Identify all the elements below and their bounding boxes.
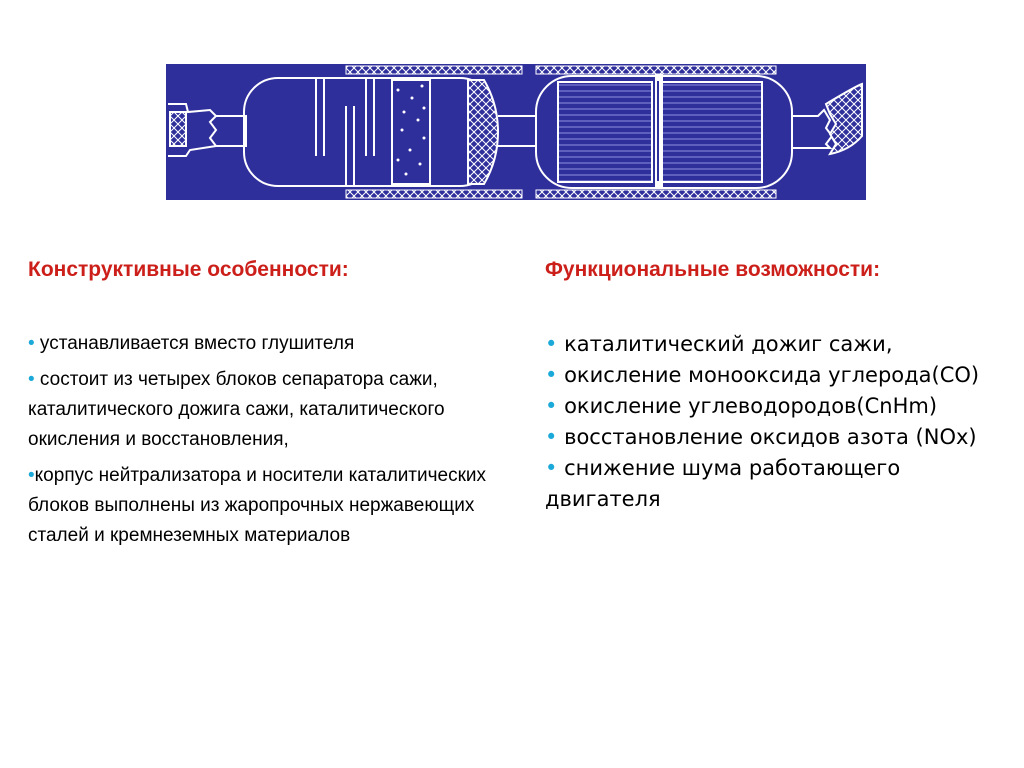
bullet-icon: •: [28, 465, 35, 486]
list-item: [545, 360, 995, 391]
bullet-icon: •: [545, 394, 558, 418]
bullet-icon: •: [545, 456, 558, 480]
list-item: [545, 391, 995, 422]
list-item: [28, 461, 498, 551]
bullet-icon: •: [545, 363, 558, 387]
bullet-icon: •: [545, 332, 558, 356]
design-features-column: [28, 256, 498, 557]
converter-schematic: [166, 64, 866, 200]
design-features-list: [28, 329, 498, 551]
second-housing: [536, 74, 792, 188]
bullet-icon: •: [28, 333, 35, 354]
list-item-text: устанавливается вместо глушителя: [34, 333, 355, 354]
shell-top-1: [346, 66, 522, 74]
list-item: [28, 365, 498, 455]
functional-capabilities-list: [545, 329, 995, 515]
functional-capabilities-heading: Функциональные возможности:: [545, 258, 881, 281]
shell-bottom-2: [536, 190, 776, 198]
shell-bottom-1: [346, 190, 522, 198]
functional-capabilities-column: [545, 256, 995, 515]
list-item-text: снижение шума работающего двигателя: [545, 456, 901, 511]
list-item: [545, 329, 995, 360]
list-item-text: каталитический дожиг сажи,: [557, 332, 893, 356]
bullet-icon: •: [545, 425, 558, 449]
list-item-text: восстановление оксидов азота (NOx): [557, 425, 977, 449]
design-features-heading: Конструктивные особенности:: [28, 258, 349, 281]
list-item-text: корпус нейтрализатора и носители каталитических блоков выполнены из жаропрочных нержавеющих сталей и кремнеземных материалов: [28, 465, 487, 546]
list-item: [545, 453, 995, 515]
list-item: [28, 329, 498, 359]
list-item: [545, 422, 995, 453]
list-item-text: состоит из четырех блоков сепаратора сажи, каталитического дожига сажи, каталитического окисления и восстановления,: [28, 369, 445, 450]
bullet-icon: •: [28, 369, 35, 390]
shell-top-2: [536, 66, 776, 74]
catalytic-converter-diagram: [166, 64, 866, 200]
list-item-text: окисление углеводородов(CnHm): [557, 394, 938, 418]
list-item-text: окисление монооксида углерода(CO): [557, 363, 980, 387]
